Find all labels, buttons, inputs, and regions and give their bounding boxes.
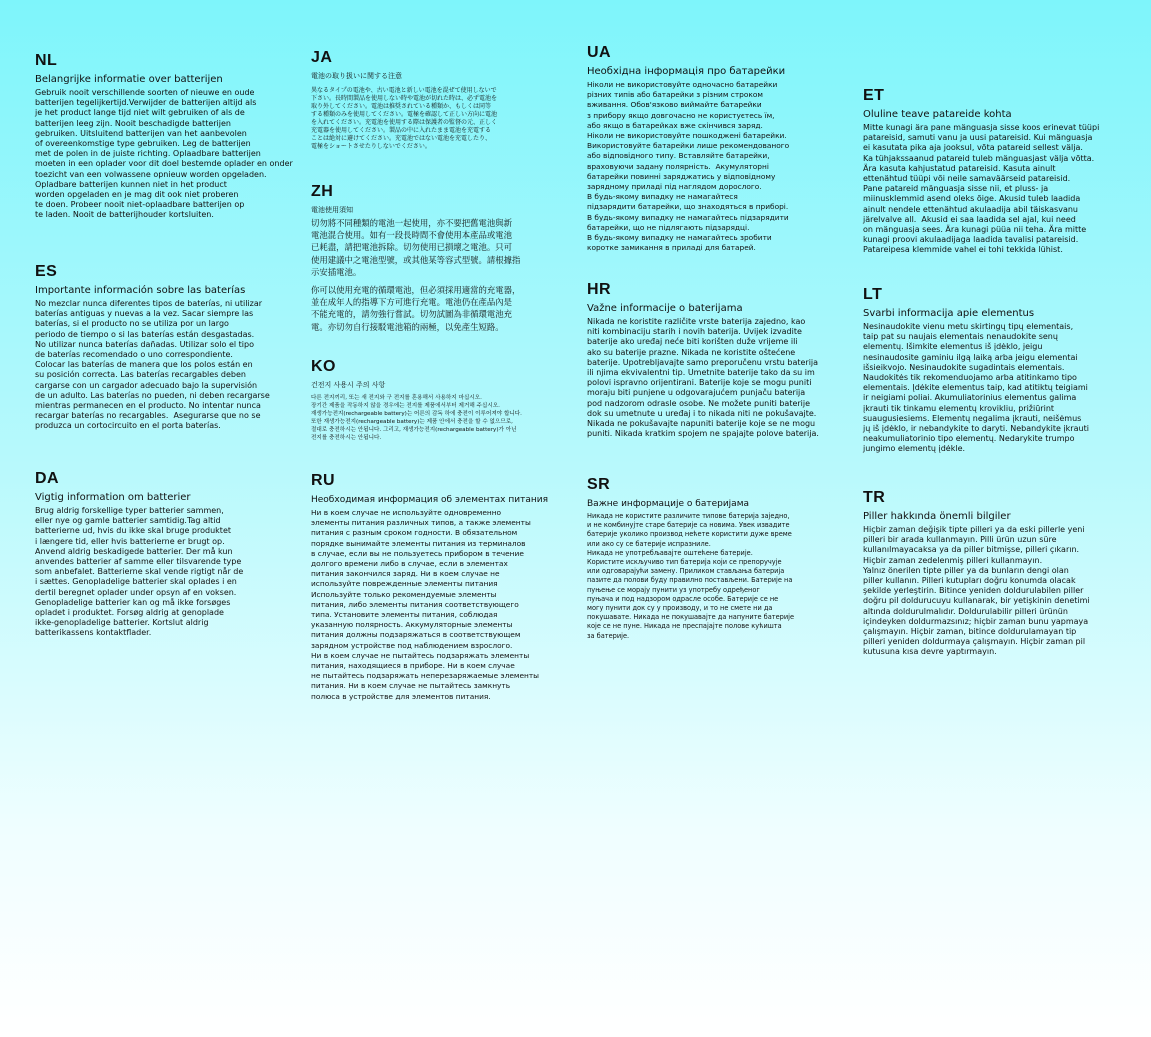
- section-body: Ни в коем случае не используйте одновременно элементы питания различных типов, а также элементы питания с разным сроком годности. В обязательном порядке вынимайте элементы питания из терминалов в случае, если вы не пользуетесь прибором в течение долгого времени либо в случае, если в элементах питания закончился заряд. Ни в коем случае не используйте поврежденные элементы питания Используйте только рекомендуемые элементы питания, либо элементы питания соответствующего типа. Установите элементы питания, соблюдая указанную полярность. Аккумуляторные элементы питания должны подзаряжаться в соответствующем зарядном устройстве под наблюдением взрослого. Ни в коем случае не пытайтесь подзаряжать элементы питания, находящиеся в приборе. Ни в коем случае не пытайтесь подзаряжать неперезаряжаемые элементы питания. Ни в коем случае не пытайтесь замкнуть полюса в устройстве для элементов питания.: [311, 508, 539, 701]
- section-heading: Важне информације о батеријама: [587, 499, 749, 509]
- section-heading: 건전지 사용시 주의 사항: [311, 381, 386, 389]
- section-hr: [587, 281, 819, 439]
- section-heading: Svarbi informacija apie elementus: [863, 308, 1035, 319]
- section-heading: Oluline teave patareide kohta: [863, 109, 1012, 120]
- section-lt: [863, 286, 1089, 455]
- section-body: Brug aldrig forskellige typer batterier sammen, eller nye og gamle batterier samtidig.Tag altid batterierne ud, hvis du ikke skal bruge produktet i længere tid, eller hvis batterierne er brugt op. Anvend aldrig beskadigede batterier. Der må kun anvendes batterier af samme eller tilsvarende type som anbefalet. Batterierne skal vende rigtigt når de i sættes. Genopladelige batterier skal oplades i en dertil beregnet oplader under opsyn af en voksen. Genopladelige batterier kan og må ikke forsøges opladet i produktet. Forsøg aldrig at genoplade ikke-genopladelige batterier. Kortslut aldrig batterikassens kontaktflader.: [35, 506, 244, 638]
- section-ko: [311, 358, 522, 442]
- section-heading: Importante información sobre las baterías: [35, 285, 246, 296]
- section-body: 異なるタイプの電池や、古い電池と新しい電池を混ぜて使用しないで 下さい。長時間製品を使用しない時や電池が切れた時は、必ず電池を 取り外してください。電池は推奨されている種類か、もしくは同等 する種類のみを使用してください。電極を確認して正しい方向に電池 を入れてください。充電池を使用する際は保護者の監督の元、正しく 充電器を使用してください。製品の中に入れたまま電池を充電する ことは絶対に避けてください。充電池ではない電池を充電したり、 電極をショートさせたりしないでください。: [311, 87, 498, 150]
- section-nl: [35, 52, 293, 221]
- language-code: NL: [35, 52, 58, 69]
- language-code: ZH: [311, 183, 334, 200]
- section-body: 切勿將不同種類的電池一起使用，亦不要把舊電池與新 電池混合使用。如有一段長時間不會使用本產品或電池 已耗盡，請把電池拆除。切勿使用已損壞之電池。只可 使用建議中之電池型號，或其他某等容式型號。請根據指 示安插電池。: [311, 218, 521, 277]
- section-es: [35, 263, 270, 432]
- section-heading: Piller hakkında önemli bilgiler: [863, 511, 1011, 522]
- language-code: LT: [863, 286, 883, 303]
- section-ua: [587, 44, 789, 253]
- section-zh: [311, 183, 520, 333]
- section-body-paragraph-2: 你可以使用充電的循環電池，但必須採用適當的充電器， 並在成年人的指導下方可進行充電。電池仍在產品內是 不能充電的，請勿強行嘗試。切勿試圖為非循環電池充 電。亦切勿自行接駁電池箱的兩極，以免產生短路。: [311, 285, 521, 332]
- section-body: Nikada ne koristite različite vrste baterija zajedno, kao niti kombinaciju starih i novih baterija. Uvijek izvadite baterije ako uređaj neće biti korišten duže vrijeme ili ako su baterije prazne. Nikada ne koristite oštećene baterije. Upotrebljavajte samo preporučenu vrstu baterija ili njima ekvivalentni tip. Umetnite baterije tako da su im polovi ispravno orijentirani. Baterije koje se mogu puniti moraju biti punjene u odgovarajućem punjaču baterija pod nadzorom odrasle osobe. Ne možete puniti baterije dok su umetnute u uređaj i to nikada niti ne pokušavajte. Nikada ne pokušavajte napuniti baterije koje se ne mogu puniti. Nikada kratkim spojem ne spajajte polove baterija.: [587, 317, 819, 439]
- language-code: ET: [863, 87, 885, 104]
- language-code: DA: [35, 470, 60, 487]
- section-heading: Važne informacije o baterijama: [587, 303, 743, 314]
- section-body: Никада не користите различите типове батерија заједно, и не комбинујте старе батерије са новима. Увек извадите батерије уколико производ нећете користити дуже време или ако су се батерије испразниле. Никада не употребљавајте оштећене батерије. Користите искључиво тип батерија који се препоручује или одговарајући замену. Приликом стављања батерија пазите да полови буду правилно постављени. Батерије на пуњење се морају пунити уз употребу одређеног пуњача и под надзором одрасле особе. Батерије се не могу пунити док су у производу, и то не смете ни да покушавате. Никада не покушавајте да напуните батерије које се не пуне. Никада не преспајајте полове кућишта за батерије.: [587, 512, 795, 640]
- section-heading: 電池の取り扱いに関する注意: [311, 72, 402, 80]
- language-code: HR: [587, 281, 612, 298]
- section-body: Mitte kunagi ära pane mänguasja sisse koos erinevat tüüpi patareisid, samuti vanu ja uusi patareisid. Kui mänguasja ei kasutata pika aja jooksul, võta patareid sellest välja. Ka tühjakssaanud patareid tuleb mänguasjast välja võtta. Ära kasuta kahjustatud patareisid. Kasuta ainult ettenähtud tüüpi või neile samaväärseid patareisid. Pane patareid mänguasja sisse nii, et pluss- ja miinusklemmid asend oleks õige. Akusid tuleb laadida ainult nendele ettenähtud akulaadija abil täiskasvanu järelvalve all. Akusid ei saa laadida sel ajal, kui need on mänguasja sees. Ära kunagi püüa nii teha. Ära mitte kunagi proovi akulaadijaga laadida tavalisi patareisid. Patareipesa klemmide vahel ei tohi tekkida lühist.: [863, 123, 1100, 255]
- language-code: JA: [311, 49, 333, 66]
- section-heading: Vigtig information om batterier: [35, 492, 191, 503]
- language-code: SR: [587, 476, 611, 493]
- section-heading: Необходимая информация об элементах питания: [311, 495, 548, 505]
- section-ja: [311, 49, 497, 151]
- section-body: Nesinaudokite vienu metu skirtingų tipų elementais, taip pat su naujais elementais nenaudokite senų elementų. Išimkite elementus iš įdėklo, jeigu nesinaudosite gaminiu ilgą laiką arba jeigu elementai išsieikvojo. Nesinaudokite sugadintais elementais. Naudokitės tik rekomenduojamo arba atitinkamo tipo elementais. Įdėkite elementus taip, kad atitiktų teigiami ir neigiami poliai. Akumuliatorinius elementus galima įkrauti tik tinkamu elementų krovikliu, prižiūrint suaugusiesiems. Elementų negalima įkrauti, neišėmus jų iš įdėklo, ir nebandykite to daryti. Nebandykite įkrauti neakumuliatorinio tipo elementų. Nedarykite trumpo jungimo elementų įdėkle.: [863, 322, 1089, 454]
- language-code: ES: [35, 263, 58, 280]
- section-heading: Необхідна інформація про батарейки: [587, 66, 786, 77]
- language-code: RU: [311, 472, 336, 489]
- language-code: UA: [587, 44, 612, 61]
- language-code: TR: [863, 489, 886, 506]
- section-tr: [863, 489, 1090, 658]
- section-body: Ніколи не використовуйте одночасно батарейки різних типів або батарейки з різним строком вживання. Обов'язково виймайте батарейки з прибору якщо довгочасно не користуєтесь їм, або якщо в батарейках вже скінчився заряд. Ніколи не використовуйте пошкоджені батарейки. Використовуйте батарейки лише рекомендованого або відповідного типу. Вставляйте батарейки, враховуючи задану полярність. Акумуляторні батарейки повинні заряджатись у відповідному зарядному приладі під наглядом дорослого. В будь-якому випадку не намагайтеся підзарядити батарейки, що знаходяться в приборі. В будь-якому випадку не намагайтесь підзарядити батарейки, що не підлягають підзарядці. В будь-якому випадку не намагайтесь зробити коротке замикання в приладі для батарей.: [587, 80, 790, 253]
- section-sr: [587, 476, 794, 641]
- section-ru: [311, 472, 548, 702]
- section-heading: 電池使用須知: [311, 206, 353, 214]
- section-body: 다른 전지끼리, 또는 새 전지와 구 전지를 혼용해서 사용하지 마십시오. 장기간 제품을 작동하지 않을 경우에는 전지를 제품에서부터 제거해 주십시오. 재생가능전지(rechargeable battery)는 어른의 감독 하에 충전이 이루어져야 합니다. 또한 재생가능전지(rechargeable battery)는 제품 안에서 충전을 할 수 없으므로, 절대로 충전하시는 안됩니다. 그리고, 재생가능전지(rechargeable battery)가 아닌 전지를 충전하시는 안됩니다.: [311, 395, 522, 441]
- section-body: Hiçbir zaman değişik tipte pilleri ya da eski pillerle yeni pilleri bir arada kullanmayın. Pilli ürün uzun süre kullanılmayacaksa ya da piller bitmişse, pilleri çıkarın. Hiçbir zaman zedelenmiş pilleri kullanmayın. Yalnız önerilen tipte piller ya da bunların dengi olan piller kullanın. Pilleri kutupları doğru konumda olacak şekilde yerleştirin. Bitince yeniden doldurulabilen piller doğru pil doldurucuyu kullanarak, bir yetişkinin denetimi altında doldurulmalıdır. Doldurulabilir pilleri ürünün içindeyken doldurmazsınız; hiçbir zaman bunu yapmaya çalışmayın. Hiçbir zaman, bitince doldurulamayan tip pilleri yeniden doldurmaya çalışmayın. Hiçbir zaman pil kutusuna kısa devre yaptırmayın.: [863, 525, 1090, 657]
- section-heading: Belangrijke informatie over batterijen: [35, 74, 223, 85]
- section-da: [35, 470, 243, 639]
- language-code: KO: [311, 358, 336, 375]
- section-body: Gebruik nooit verschillende soorten of nieuwe en oude batterijen tegelijkertijd.Verwijder de batterijen altijd als je het product lange tijd niet wilt gebruiken of als de batterijen leeg zijn. Nooit beschadigde batterijen gebruiken. Uitsluitend batterijen van het aanbevolen of overeenkomstige type gebruiken. Leg de batterijen met de polen in de juiste richting. Oplaadbare batterijen moeten in een oplader voor dit doel bestemde oplader en onder toezicht van een volwassene opnieuw worden opgeladen. Opladbare batterijen kunnen niet in het product worden opgeladen en je mag dit ook niet proberen te doen. Probeer nooit niet-oplaadbare batterijen op te laden. Nooit de batterijhouder kortsluiten.: [35, 88, 293, 220]
- section-body: No mezclar nunca diferentes tipos de baterías, ni utilizar baterías antiguas y nuevas a la vez. Sacar siempre las baterías, si el producto no se utiliza por un largo periodo de tiempo o si las baterías están desgastadas. No utilizar nunca baterías dañadas. Utilizar solo el tipo de baterías recomendado o uno correspondiente. Colocar las baterías de manera que los polos están en su posición correcta. Las baterías recargables deben cargarse con un cargador adecuado bajo la supervisión de un adulto. Las baterías no pueden, ni deben recargarse mientras permanecen en el producto. No intentar nunca recargar baterías no recargables. Asegurarse que no se produzca un cortocircuito en el porta baterías.: [35, 299, 270, 431]
- section-et: [863, 87, 1099, 256]
